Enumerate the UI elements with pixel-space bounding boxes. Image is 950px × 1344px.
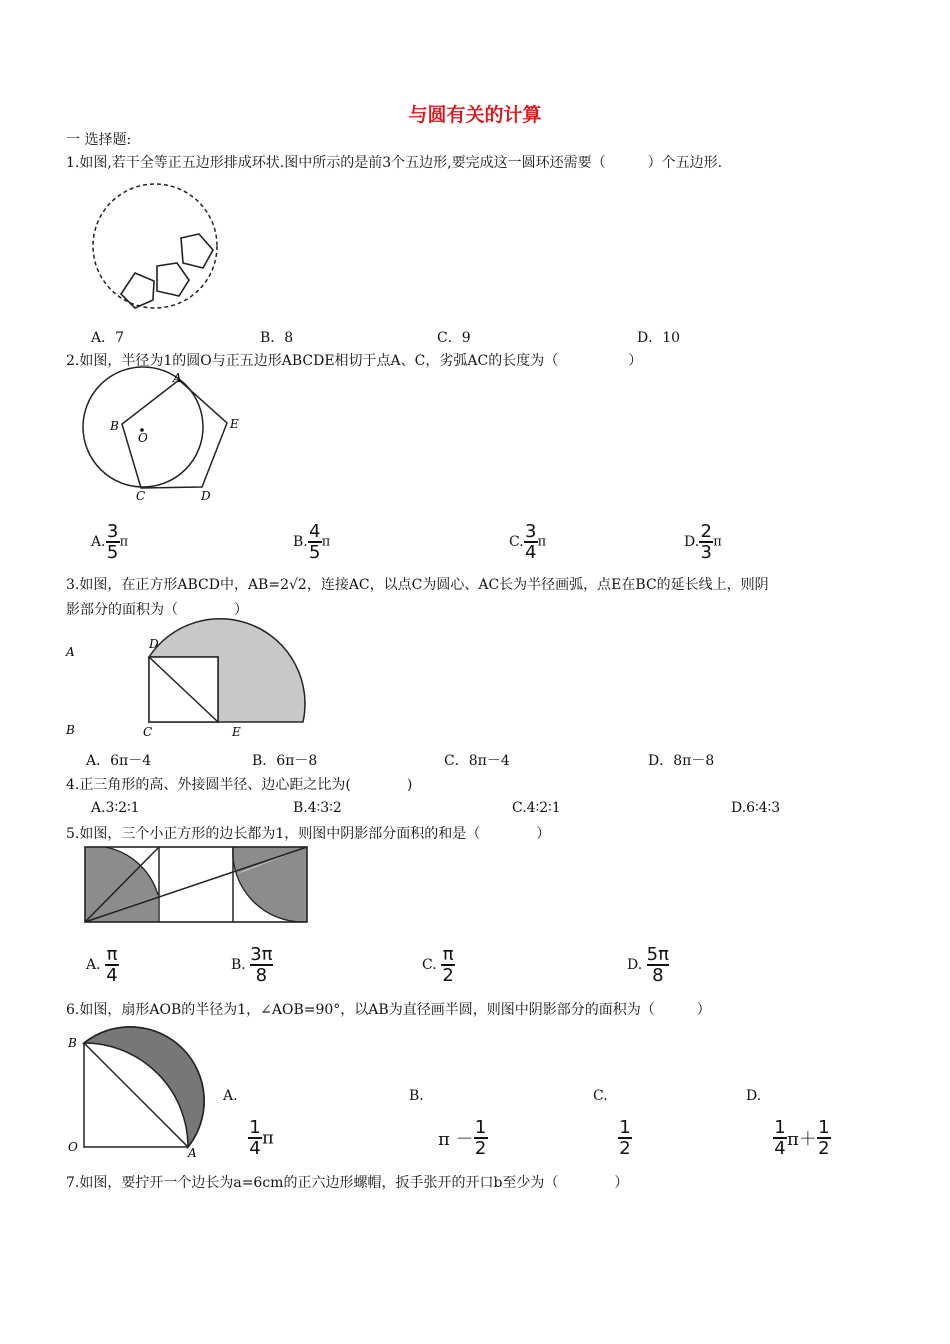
page-title: 与圆有关的计算	[408, 104, 542, 126]
q3-option-b: B．6π－8	[252, 753, 318, 769]
q6-option-d-letter: D.	[746, 1088, 762, 1104]
question-5-text: 5.如图，三个小正方形的边长都为1，则图中阴影部分面积的和是（ ）	[66, 826, 551, 842]
question-1-figure	[85, 178, 225, 308]
q2-option-b: B. $\frac{4}{5}$ π	[293, 521, 331, 563]
q1-option-a: A．7	[91, 330, 125, 346]
q6-option-a-letter: A.	[223, 1088, 238, 1104]
q1-option-b: B．8	[260, 330, 294, 346]
q6-option-c-value: $\frac{1}{2}$	[619, 1117, 631, 1159]
q6-option-c-letter: C.	[593, 1088, 608, 1104]
question-4-text: 4.正三角形的高、外接圆半径、边心距之比为( )	[66, 777, 413, 793]
q6-option-a-value: $\frac{1}{4}$ π	[249, 1117, 274, 1159]
label-a: A	[188, 1146, 197, 1160]
q5-option-a: A. $\frac{\pi}{4}$	[86, 944, 118, 986]
question-6-text: 6.如图，扇形AOB的半径为1，∠AOB=90°，以AB为直径画半圆，则图中阴影部分的面积为（ ）	[66, 1002, 711, 1018]
section-heading: 一 选择题:	[66, 132, 132, 148]
q3-option-c: C．8π－4	[444, 753, 510, 769]
question-3-figure	[66, 620, 256, 740]
label-e: E	[230, 417, 239, 431]
q3-option-a: A．6π－4	[86, 753, 152, 769]
question-3-text-line-2: 影部分的面积为（ ）	[66, 602, 248, 618]
question-6-figure	[66, 1025, 216, 1160]
label-c: C	[136, 489, 146, 503]
label-a: A	[66, 645, 75, 659]
q1-option-d: D．10	[637, 330, 681, 346]
label-c: C	[143, 725, 153, 739]
question-3-text-line-1: 3.如图，在正方形ABCD中，AB=2√2，连接AC，以点C为圆心、AC长为半径画弧，点E在BC的延长线上，则阴	[66, 577, 769, 593]
q6-option-b-value: π － $\frac{1}{2}$	[438, 1117, 487, 1159]
q5-option-c: C. $\frac{\pi}{2}$	[422, 944, 454, 986]
label-o: O	[68, 1140, 78, 1154]
q4-option-b: B.4∶3∶2	[293, 800, 342, 816]
label-o: O	[138, 431, 148, 445]
q1-option-c: C．9	[437, 330, 471, 346]
label-b: B	[68, 1036, 77, 1050]
q2-option-c: C. $\frac{3}{4}$ π	[509, 521, 547, 563]
pentagon-2	[157, 263, 189, 296]
label-a: A	[173, 371, 182, 385]
q6-option-b-letter: B.	[409, 1088, 424, 1104]
label-b: B	[110, 419, 119, 433]
q6-option-d-value: $\frac{1}{4}$ π＋ $\frac{1}{2}$	[774, 1117, 830, 1159]
q5-option-b: B. $\frac{3\pi}{8}$	[231, 944, 273, 986]
question-5-figure	[85, 847, 309, 923]
pentagon-1	[121, 273, 154, 308]
label-d: D	[201, 489, 211, 503]
question-1-text: 1.如图,若干全等正五边形排成环状.图中所示的是前3个五边形,要完成这一圆环还需要（ ）个五边形.	[66, 155, 723, 171]
q5-option-d: D. $\frac{5\pi}{8}$	[627, 944, 669, 986]
question-2-text: 2.如图，半径为1的圆O与正五边形ABCDE相切于点A、C，劣弧AC的长度为（ ）	[66, 353, 643, 369]
label-b: B	[66, 723, 75, 737]
q4-option-d: D.6∶4∶3	[731, 800, 781, 816]
q2-option-d: D. $\frac{2}{3}$ π	[684, 521, 722, 563]
q4-option-c: C.4∶2∶1	[512, 800, 561, 816]
question-2-figure	[80, 372, 250, 502]
q4-option-a: A.3∶2∶1	[91, 800, 140, 816]
q3-option-d: D．8π－8	[648, 753, 715, 769]
pentagon-3	[181, 234, 213, 268]
question-7-text: 7.如图，要拧开一个边长为a=6cm的正六边形螺帽，扳手张开的开口b至少为（ ）	[66, 1175, 629, 1191]
label-e: E	[232, 725, 241, 739]
label-d: D	[149, 637, 159, 651]
q2-option-a: A. $\frac{3}{5}$ π	[91, 521, 129, 563]
